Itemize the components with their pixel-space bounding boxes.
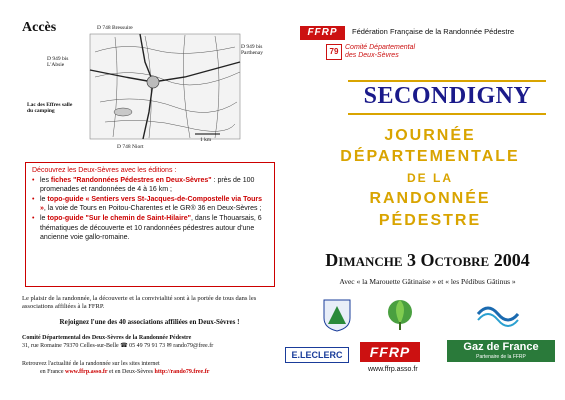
event-line-4: RANDONNÉE: [369, 190, 491, 207]
item-title: topo-guide "Sur le chemin de Saint-Hilaire": [47, 214, 191, 222]
item-text: les: [40, 176, 51, 184]
item-text: le: [40, 195, 48, 203]
item-text: le: [40, 214, 48, 222]
gaz-de-france-logo: [447, 340, 555, 362]
leclerc-logo: E.LECLERC: [285, 347, 349, 363]
federation-name: Fédération Française de la Randonnée Pédestre: [352, 27, 515, 36]
comite-name: Comité Départemental des Deux-Sèvres de la Randonnée Pédestre: [22, 335, 192, 341]
road-label-parthenay: D 949 bis Parthenay: [241, 44, 263, 56]
list-item: [32, 176, 268, 195]
item-text: , la voie de Tours en Poitou-Charentes et le GR® 36 en Deux-Sèvres ;: [43, 205, 262, 213]
editions-list: [32, 176, 268, 243]
map-drawing: [45, 22, 260, 152]
wave-icon: [468, 300, 528, 328]
map-scale: 1 km: [200, 137, 212, 143]
plaisir-text: Le plaisir de la randonnée, la découverte et la convivialité sont à la portée de tous dans les associations affiliées à la FFRP.: [22, 295, 257, 310]
editions-intro: Découvrez les Deux-Sèvres avec les éditions :: [32, 167, 177, 174]
event-line-1: JOURNÉE: [384, 127, 476, 144]
item-title: fiches "Randonnées Pédestres en Deux-Sèvres": [50, 176, 212, 184]
rando79-site-link[interactable]: http://rando79.free.fr: [154, 369, 210, 375]
title-rule-bottom: [348, 113, 546, 115]
event-date: Dimanche 3 Octobre 2004: [325, 250, 530, 270]
acces-title: Accès: [22, 20, 57, 35]
road-label-bressuire: D 748 Bressuire: [97, 25, 133, 31]
retrouvez-line2: [22, 368, 282, 376]
ffrp-logo-large: FFRP: [360, 342, 420, 362]
event-line-2: DÉPARTEMENTALE: [340, 148, 520, 165]
town-title: SECONDIGNY: [363, 83, 532, 109]
retrouvez-block: [22, 360, 282, 376]
list-item: [32, 195, 268, 214]
item-text: : près de 100 promenades et randonnées de 4 à 16 km ;: [40, 176, 255, 194]
editions-box: [25, 162, 275, 287]
comite-departemental: [345, 44, 415, 60]
shield-icon: [322, 298, 352, 332]
item-text: , dans le Thouarsais, 6 thématiques de découverte et 10 randonnées pédestres autour d'une ancienne voie gallo-romaine.: [40, 214, 262, 242]
leaf-logo-icon: [380, 296, 420, 337]
road-label-labsie: D 949 bis L'Absie: [47, 56, 69, 68]
event-line-3: DE LA: [407, 171, 453, 185]
rejoignez-text: Rejoignez l'une des 40 associations affiliées en Deux-Sèvres !: [59, 318, 240, 326]
deux-sevres-logo-icon: [468, 300, 528, 333]
club-logo-icon: [322, 298, 352, 337]
road-label-niort: D 748 Niort: [117, 144, 144, 150]
event-line-5: PÉDESTRE: [378, 212, 482, 229]
comite-contact: 31, rue Romaine 79370 Celles-sur-Belle ☎ 05 49 79 91 73 ✉ rando79@free.fr: [22, 342, 214, 349]
comite-address: [22, 335, 282, 351]
badge-79: 79: [326, 44, 342, 60]
comite-line1: Comité Départemental: [345, 44, 416, 51]
leaf-icon: [380, 296, 420, 332]
ds-label: et en Deux-Sèvres: [109, 369, 153, 375]
gdf-name: Gaz de France: [463, 341, 539, 353]
france-label: en France: [40, 369, 64, 375]
ffrp-site-link[interactable]: www.ffrp.asso.fr: [65, 369, 108, 375]
item-title: topo-guide « Sentiers vers St-Jacques-de-Compostelle via Tours »: [40, 195, 262, 213]
retrouvez-line1: Retrouvez l'actualité de la randonnée sur les sites internet: [22, 361, 160, 367]
title-rule-top: [348, 80, 546, 82]
partner-clubs: Avec « la Marouette Gâtinaise » et « les Pédibus Gâtinus »: [339, 277, 516, 286]
comite-line2: des Deux-Sèvres: [345, 52, 399, 59]
gdf-subtitle: Partenaire de la FFRP: [476, 354, 526, 360]
ffrp-logo: FFRP: [300, 26, 345, 40]
list-item: [32, 214, 268, 243]
lac-label: Lac des Effres salle du camping: [27, 102, 73, 114]
ffrp-url[interactable]: www.ffrp.asso.fr: [368, 366, 418, 373]
